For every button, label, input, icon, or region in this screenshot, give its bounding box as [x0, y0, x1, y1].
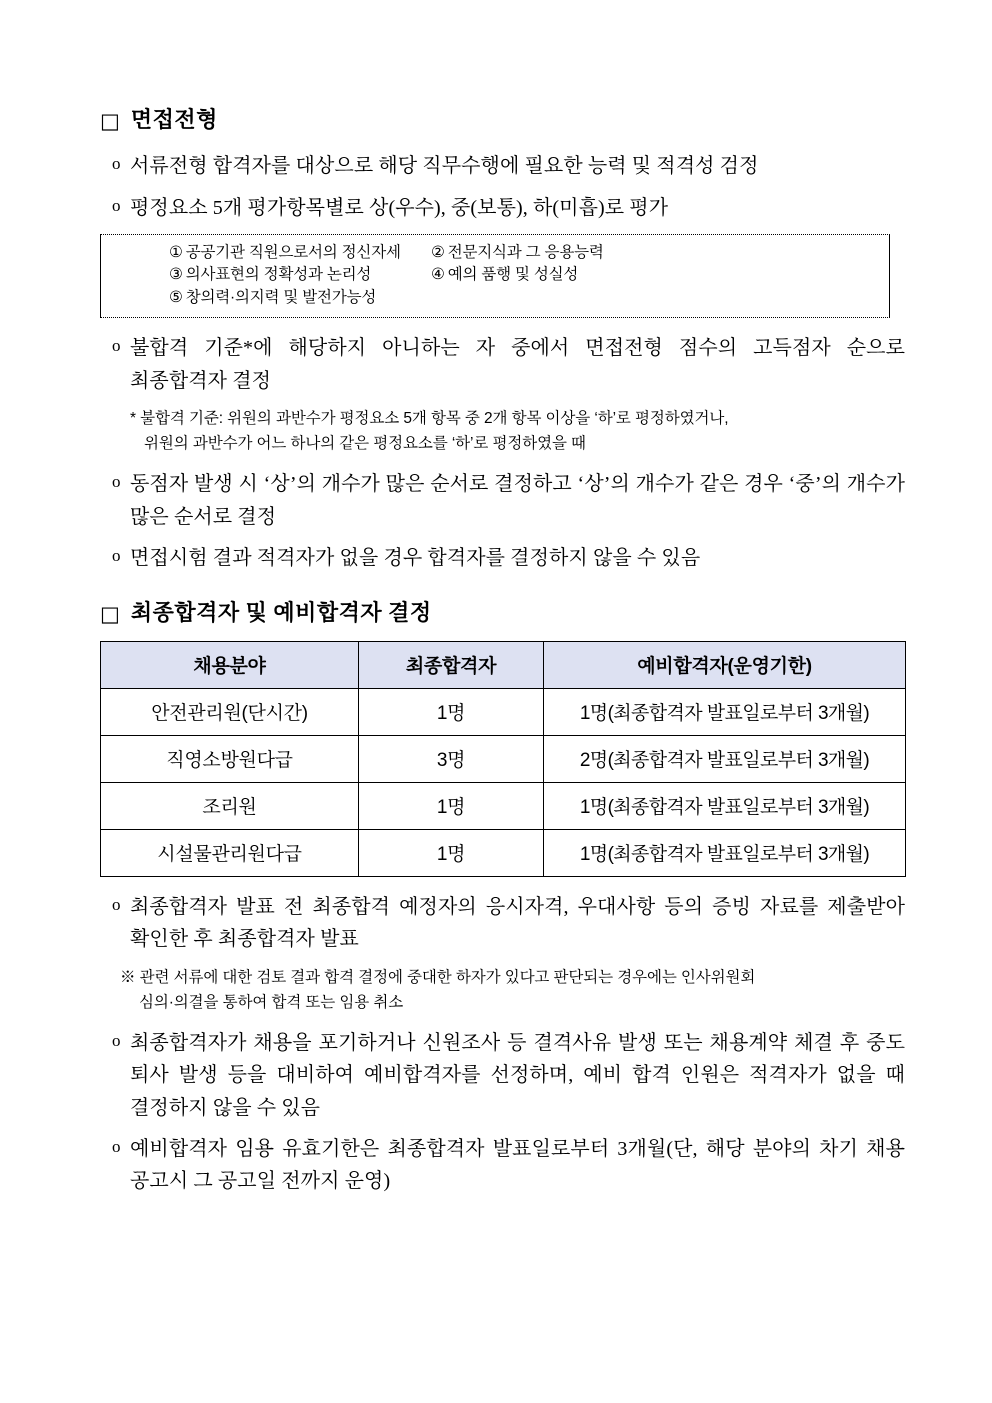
criteria-row — [101, 242, 889, 264]
section-heading-final — [100, 601, 905, 625]
cell-final-count: 3명 — [359, 735, 544, 782]
criteria-number-3: ③ — [169, 266, 183, 284]
bullet-validity-period — [100, 1133, 905, 1198]
bullet-text-no-qualified: 면접시험 결과 적격자가 없을 경우 합격자를 결정하지 않을 수 있음 — [130, 547, 701, 570]
section-heading-interview — [100, 108, 905, 132]
criteria-label-4: 예의 품행 및 성실성 — [447, 266, 579, 284]
bullet-reserve-selection — [100, 1027, 905, 1124]
bullet-interview-1 — [100, 192, 905, 224]
bullet-interview-0 — [100, 150, 905, 182]
circle-bullet-icon: o — [112, 1136, 121, 1156]
criteria-item-2 — [431, 242, 811, 264]
footnote-line-1 — [130, 406, 905, 431]
evaluation-criteria-box — [100, 234, 890, 318]
table-row — [101, 688, 906, 735]
bullet-tiebreak — [100, 468, 905, 533]
bullet-announce — [100, 891, 905, 956]
table-header-row — [101, 641, 906, 688]
criteria-number-5: ⑤ — [169, 288, 183, 306]
square-bullet-icon: □ — [100, 109, 120, 133]
criteria-number-2: ② — [431, 243, 445, 261]
final-result-table — [100, 641, 906, 877]
criteria-item-4 — [431, 264, 811, 286]
table-row — [101, 829, 906, 876]
table-row — [101, 735, 906, 782]
criteria-row — [101, 287, 889, 309]
criteria-item-3 — [101, 264, 431, 286]
cell-field: 직영소방원다급 — [101, 735, 359, 782]
reference-marker-icon: ※ — [120, 968, 136, 986]
cell-reserve-count: 1명(최종합격자 발표일로부터 3개월) — [544, 782, 906, 829]
cell-final-count: 1명 — [359, 829, 544, 876]
square-bullet-icon: □ — [100, 601, 120, 626]
note-document-review — [100, 965, 905, 1015]
bullet-text-reserve-selection: 최종합격자가 채용을 포기하거나 신원조사 등 결격사유 발생 또는 채용계약 체결 후 중도 퇴사 발생 등을 대비하여 예비합격자를 선정하며, 예비 합격 인원은 적격자가 없을 때 결정하지 않을 수 있음 — [130, 1031, 906, 1119]
criteria-row — [101, 264, 889, 286]
criteria-label-3: 의사표현의 정확성과 논리성 — [185, 266, 372, 284]
footnote-fail-standard — [100, 406, 905, 456]
bullet-fail-standard — [100, 332, 905, 397]
bullet-text-validity-period: 예비합격자 임용 유효기한은 최종합격자 발표일로부터 3개월(단, 해당 분야의 차기 채용 공고시 그 공고일 전까지 운영) — [130, 1137, 905, 1193]
table-header-reserve: 예비합격자(운영기한) — [544, 641, 906, 688]
cell-final-count: 1명 — [359, 782, 544, 829]
circle-bullet-icon: o — [112, 154, 121, 174]
cell-reserve-count: 1명(최종합격자 발표일로부터 3개월) — [544, 829, 906, 876]
footnote-text-1: 불합격 기준: 위원의 과반수가 평정요소 5개 항목 중 2개 항목 이상을 ‘하’로 평정하였거나, — [140, 410, 729, 428]
criteria-label-2: 전문지식과 그 응용능력 — [447, 243, 604, 261]
bullet-text-interview-1: 평정요소 5개 평가항목별로 상(우수), 중(보통), 하(미흡)로 평가 — [130, 196, 669, 219]
cell-field: 조리원 — [101, 782, 359, 829]
note-line-2: 심의·의결을 통하여 합격 또는 임용 취소 — [139, 993, 404, 1011]
bullet-text-fail-standard: 불합격 기준*에 해당하지 아니하는 자 중에서 면접전형 점수의 고득점자 순으로 최종합격자 결정 — [130, 337, 905, 392]
document-content — [100, 108, 905, 1207]
circle-bullet-icon: o — [112, 472, 121, 492]
bullet-no-qualified — [100, 542, 905, 574]
section-title-interview: 면접전형 — [130, 107, 218, 132]
note-text-1: 관련 서류에 대한 검토 결과 합격 결정에 중대한 하자가 있다고 판단되는 경우에는 인사위원회 — [139, 968, 756, 986]
bullet-text-tiebreak: 동점자 발생 시 ‘상’의 개수가 많은 순서로 결정하고 ‘상’의 개수가 같은 경우 ‘중’의 개수가 많은 순서로 결정 — [130, 473, 905, 528]
criteria-item-5 — [101, 287, 431, 309]
note-line-1 — [120, 965, 905, 990]
criteria-label-5: 창의력·의지력 및 발전가능성 — [185, 288, 377, 306]
cell-field: 안전관리원(단시간) — [101, 688, 359, 735]
table-header-final: 최종합격자 — [359, 641, 544, 688]
cell-reserve-count: 1명(최종합격자 발표일로부터 3개월) — [544, 688, 906, 735]
footnote-line-2: 위원의 과반수가 어느 하나의 같은 평정요소를 ‘하’로 평정하였을 때 — [144, 435, 586, 453]
section-title-final: 최종합격자 및 예비합격자 결정 — [130, 599, 432, 625]
criteria-label-1: 공공기관 직원으로서의 정신자세 — [185, 243, 401, 261]
circle-bullet-icon: o — [112, 195, 121, 215]
asterisk-marker: * — [130, 410, 136, 428]
cell-field: 시설물관리원다급 — [101, 829, 359, 876]
circle-bullet-icon: o — [112, 894, 121, 914]
criteria-item-1 — [101, 242, 431, 264]
bullet-text-announce: 최종합격자 발표 전 최종합격 예정자의 응시자격, 우대사항 등의 증빙 자료를 제출받아 확인한 후 최종합격자 발표 — [130, 895, 905, 951]
table-row — [101, 782, 906, 829]
criteria-number-4: ④ — [431, 266, 445, 284]
circle-bullet-icon: o — [112, 546, 121, 566]
cell-final-count: 1명 — [359, 688, 544, 735]
circle-bullet-icon: o — [112, 336, 121, 356]
cell-reserve-count: 2명(최종합격자 발표일로부터 3개월) — [544, 735, 906, 782]
circle-bullet-icon: o — [112, 1030, 121, 1050]
table-header-field: 채용분야 — [101, 641, 359, 688]
criteria-item-empty — [431, 287, 811, 309]
criteria-number-1: ① — [169, 243, 183, 261]
bullet-text-interview-0: 서류전형 합격자를 대상으로 해당 직무수행에 필요한 능력 및 적격성 검정 — [130, 155, 759, 178]
